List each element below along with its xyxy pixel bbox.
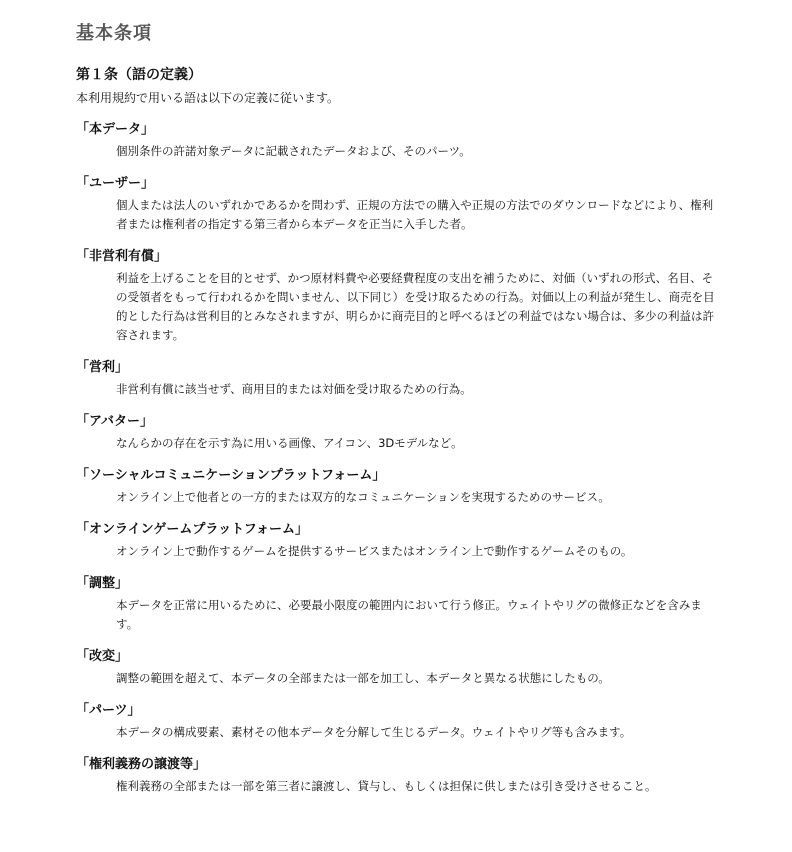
term-name: 「オンラインゲームプラットフォーム」 — [76, 522, 309, 537]
definition-item — [76, 755, 722, 796]
term-definition: なんらかの存在を示す為に用いる画像、アイコン、3Dモデルなど。 — [116, 436, 463, 450]
term-definition: 本データの構成要素、素材その他本データを分解して生じるデータ。ウェイトやリグ等も含みます。 — [116, 725, 632, 739]
term-definition: 個人または法人のいずれかであるかを問わず、正規の方法での購入や正規の方法でのダウンロードなどにより、権利者または権利者の指定する第三者から本データを正当に入手した者。 — [116, 198, 714, 231]
term-definition: オンライン上で他者との一方的または双方的なコミュニケーションを実現するためのサービス。 — [116, 490, 610, 504]
term-name: 「営利」 — [76, 360, 129, 375]
term-name: 「本データ」 — [76, 122, 155, 137]
definition-item — [76, 174, 722, 234]
definition-item — [76, 358, 722, 399]
definitions-list — [76, 120, 722, 796]
term-name: 「改変」 — [76, 649, 129, 664]
term-definition: 権利義務の全部または一部を第三者に譲渡し、貸与し、もしくは担保に供しまたは引き受けさせること。 — [116, 779, 657, 793]
article-intro: 本利用規約で用いる語は以下の定義に従います。 — [76, 91, 340, 105]
term-name: 「ソーシャルコミュニケーションプラットフォーム」 — [76, 468, 386, 483]
term-name: 「非営利有償」 — [76, 249, 168, 264]
term-definition: 調整の範囲を超えて、本データの全部または一部を加工し、本データと異なる状態にしたもの。 — [116, 671, 610, 685]
term-definition: 本データを正常に用いるために、必要最小限度の範囲内において行う修正。ウェイトやリグの微修正などを含みます。 — [116, 598, 702, 631]
definition-item — [76, 520, 722, 561]
definition-item — [76, 574, 722, 634]
term-definition: 個別条件の許諾対象データに記載されたデータおよび、そのパーツ。 — [116, 144, 471, 158]
term-name: 「パーツ」 — [76, 703, 141, 718]
definition-item — [76, 247, 722, 345]
definition-item — [76, 412, 722, 453]
document-title: 基本条項 — [76, 23, 152, 44]
definition-item — [76, 647, 722, 688]
term-name: 「権利義務の譲渡等」 — [76, 757, 207, 772]
term-definition: オンライン上で動作するゲームを提供するサービスまたはオンライン上で動作するゲームそのもの。 — [116, 544, 633, 558]
term-definition: 利益を上げることを目的とせず、かつ原材料費や必要経費程度の支出を補うために、対価（いずれの形式、名目、その受領者をもって行われるかを問いません、以下同じ）を受け取るための行為。対価以上の利益が発生し、商売を目的とした行為は営利目的とみなされますが、明らかに商売目的と呼べるほどの利益ではない場合は、多少の利益は許容されます。 — [116, 271, 715, 342]
definition-item — [76, 120, 722, 161]
term-name: 「ユーザー」 — [76, 176, 155, 191]
term-definition: 非営利有償に該当せず、商用目的または対価を受け取るための行為。 — [116, 382, 472, 396]
definition-item — [76, 701, 722, 742]
term-name: 「調整」 — [76, 576, 129, 591]
article-heading: 第１条（語の定義） — [76, 67, 202, 83]
term-name: 「アバター」 — [76, 414, 153, 429]
definition-item — [76, 466, 722, 507]
